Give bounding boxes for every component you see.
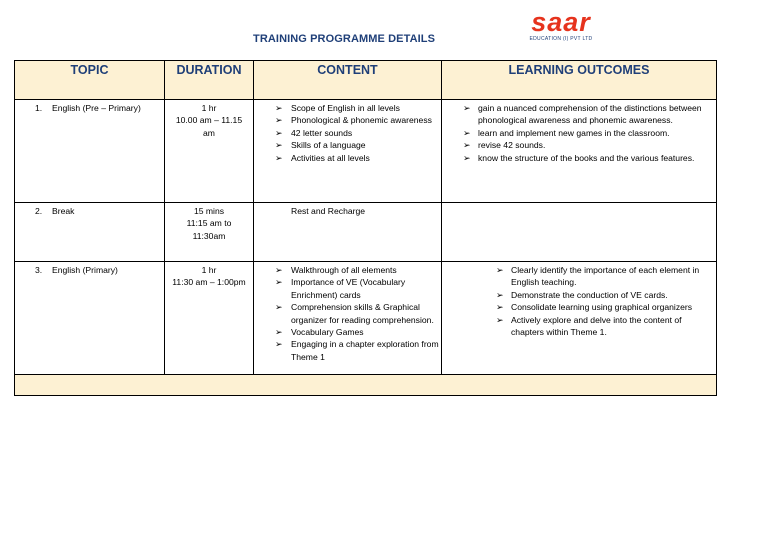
arrow-bullet-icon: ➢ xyxy=(275,140,283,151)
topic-cell xyxy=(15,203,165,262)
duration-cell xyxy=(165,100,254,203)
list-item: ➢ Activities at all levels xyxy=(275,152,370,163)
arrow-bullet-icon: ➢ xyxy=(463,103,471,113)
company-logo xyxy=(516,7,606,45)
content-cell xyxy=(254,203,442,262)
list-item: ➢ learn and implement new games in the classroom. xyxy=(463,127,670,138)
header-topic: TOPIC xyxy=(15,61,165,100)
arrow-bullet-icon: ➢ xyxy=(275,302,283,313)
outcomes-cell xyxy=(442,100,717,203)
row-number: 1. xyxy=(35,103,43,113)
list-item: ➢ Importance of VE (Vocabulary Enrichment) cards xyxy=(275,277,406,300)
list-item: ➢ Actively explore and delve into the content of chapters within Theme 1. xyxy=(496,314,682,338)
content-text: Rest and Recharge xyxy=(291,206,366,216)
outcomes-cell xyxy=(442,262,717,375)
row-number: 3. xyxy=(35,265,43,275)
arrow-bullet-icon: ➢ xyxy=(496,314,504,325)
duration-line: 11:30 am – 1:00pm xyxy=(172,277,246,288)
table-footer-row xyxy=(15,375,717,396)
list-item: ➢ know the structure of the books and the various features. xyxy=(463,152,695,163)
arrow-bullet-icon: ➢ xyxy=(275,277,283,288)
table-row xyxy=(15,203,717,262)
arrow-bullet-icon: ➢ xyxy=(463,152,471,163)
duration-line: 11:30am xyxy=(192,230,226,241)
header-content: CONTENT xyxy=(254,61,442,100)
list-item: ➢ Clearly identify the importance of each element in English teaching. xyxy=(496,265,700,288)
arrow-bullet-icon: ➢ xyxy=(496,302,504,313)
list-item: ➢ Consolidate learning using graphical organizers xyxy=(496,302,693,313)
content-list xyxy=(254,262,441,363)
topic-cell xyxy=(15,262,165,375)
arrow-bullet-icon: ➢ xyxy=(275,265,283,275)
arrow-bullet-icon: ➢ xyxy=(496,265,504,275)
footer-cell xyxy=(15,375,717,396)
duration-line: 10.00 am – 11.15 xyxy=(175,115,243,126)
arrow-bullet-icon: ➢ xyxy=(275,127,283,138)
duration-cell xyxy=(165,203,254,262)
arrow-bullet-icon: ➢ xyxy=(463,127,471,138)
logo-subtitle: EDUCATION (I) PVT LTD xyxy=(529,36,593,42)
topic-label: English (Primary) xyxy=(52,265,118,275)
list-item: ➢ Demonstrate the conduction of VE cards. xyxy=(496,289,668,300)
page-title: TRAINING PROGRAMME DETAILS xyxy=(253,33,436,45)
header-duration: DURATION xyxy=(165,61,254,100)
outcomes-list xyxy=(442,262,716,338)
arrow-bullet-icon: ➢ xyxy=(463,140,471,151)
topic-label: Break xyxy=(52,206,75,216)
list-item: ➢ 42 letter sounds xyxy=(275,127,353,138)
table-row xyxy=(15,262,717,375)
duration-line: 1 hr xyxy=(201,103,217,113)
list-item: ➢ Engaging in a chapter exploration from Theme 1 xyxy=(275,339,439,362)
list-item: ➢ Vocabulary Games xyxy=(275,327,364,338)
content-cell xyxy=(254,262,442,375)
list-item: ➢ Skills of a language xyxy=(275,140,366,151)
list-item: ➢ Comprehension skills & Graphical organizer for reading comprehension. xyxy=(275,302,434,325)
table-header-row xyxy=(15,61,717,100)
arrow-bullet-icon: ➢ xyxy=(275,339,283,350)
outcomes-list xyxy=(442,100,716,164)
arrow-bullet-icon: ➢ xyxy=(275,152,283,163)
list-item: ➢ Scope of English in all levels xyxy=(275,103,400,113)
logo-wordmark: saar xyxy=(531,7,591,37)
duration-line: am xyxy=(203,127,215,138)
header-learning-outcomes: LEARNING OUTCOMES xyxy=(442,61,717,100)
row-number: 2. xyxy=(35,206,43,216)
arrow-bullet-icon: ➢ xyxy=(275,327,283,338)
list-item: ➢ Phonological & phonemic awareness xyxy=(275,115,432,126)
duration-line: 15 mins xyxy=(193,206,225,216)
topic-label: English (Pre – Primary) xyxy=(52,103,141,113)
list-item: ➢ gain a nuanced comprehension of the distinctions between phonological awareness and phonemic awareness. xyxy=(463,103,702,126)
duration-line: 1 hr xyxy=(201,265,217,275)
duration-cell xyxy=(165,262,254,375)
list-item: ➢ revise 42 sounds. xyxy=(463,140,546,151)
content-list xyxy=(254,100,441,164)
arrow-bullet-icon: ➢ xyxy=(275,115,283,126)
topic-cell xyxy=(15,100,165,203)
outcomes-cell xyxy=(442,203,717,262)
duration-line: 11:15 am to xyxy=(186,218,232,229)
training-programme-table xyxy=(14,60,717,396)
list-item: ➢ Walkthrough of all elements xyxy=(275,265,397,275)
table-row xyxy=(15,100,717,203)
arrow-bullet-icon: ➢ xyxy=(496,289,504,300)
arrow-bullet-icon: ➢ xyxy=(275,103,283,113)
content-cell xyxy=(254,100,442,203)
